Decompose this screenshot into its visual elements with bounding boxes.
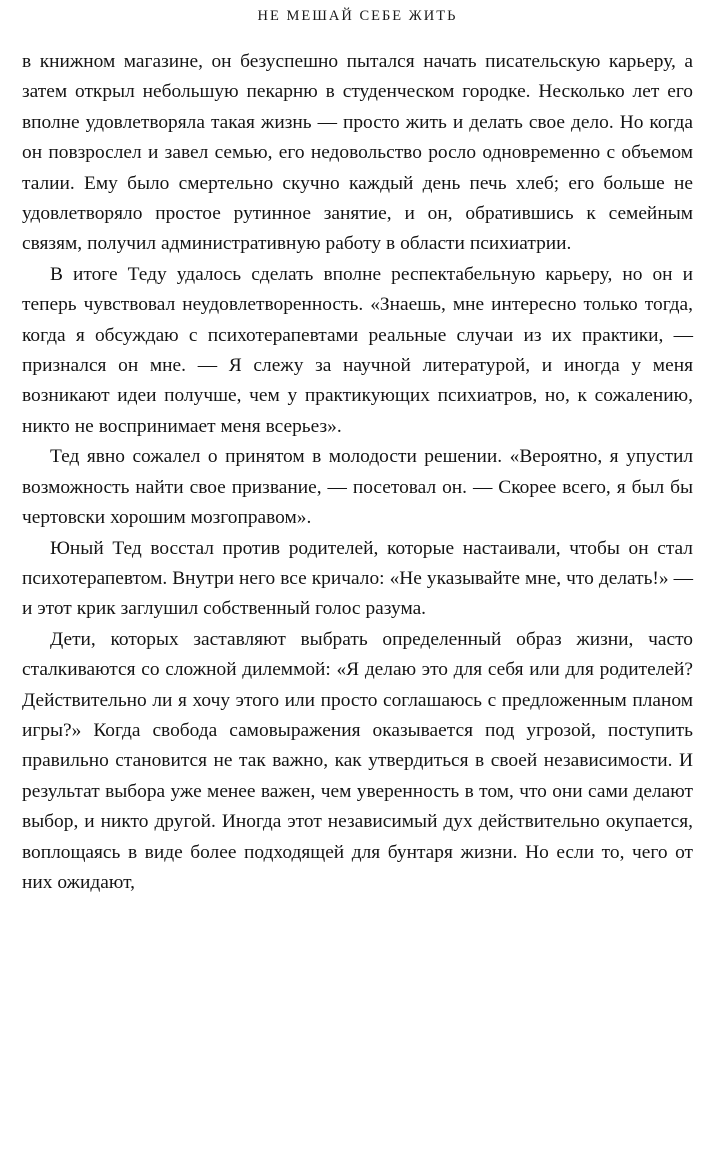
body-text-column: [14, 47, 701, 898]
paragraph: Юный Тед восстал против родителей, которые настаивали, чтобы он стал психотерапевтом. Внутри него все кричало: «Не указывайте мне, что делать!» — и этот крик заглушил собственный голос разума.: [22, 537, 693, 620]
paragraph: Дети, которых заставляют выбрать определенный образ жизни, часто сталкиваются со сложной дилеммой: «Я делаю это для себя или для родителей? Действительно ли я хочу этого или просто соглашаюсь с предложенным планом игры?» Когда свобода самовыражения оказывается под угрозой, поступить правильно становится не так важно, как утвердиться в своей независимости. И результат выбора уже менее важен, чем уверенность в том, что они сами делают выбор, и никто другой. Иногда этот независимый дух действительно окупается, воплощаясь в виде более подходящей для бунтаря жизни. Но если то, чего от них ожидают,: [22, 628, 693, 893]
paragraph: В итоге Теду удалось сделать вполне респектабельную карьеру, но он и теперь чувствовал неудовлетворенность. «Знаешь, мне интересно только тогда, когда я обсуждаю с психотерапевтами реальные случаи из их практики, — признался он мне. — Я слежу за научной литературой, и иногда у меня возникают идеи получше, чем у практикующих психиатров, но, к сожалению, никто не воспринимает меня всерьез».: [22, 263, 693, 437]
paragraph: в книжном магазине, он безуспешно пытался начать писательскую карьеру, а затем открыл небольшую пекарню в студенческом городке. Несколько лет его вполне удовлетворяла такая жизнь — просто жить и делать свое дело. Но когда он повзрослел и завел семью, его недовольство росло одновременно с объемом талии. Ему было смертельно скучно каждый день печь хлеб; его больше не удовлетворяло простое рутинное занятие, и он, обратившись к семейным связям, получил административную работу в области психиатрии.: [22, 51, 693, 255]
running-head: НЕ МЕШАЙ СЕБЕ ЖИТЬ: [257, 8, 458, 24]
paragraph: Тед явно сожалел о принятом в молодости решении. «Вероятно, я упустил возможность найти свое призвание, — посетовал он. — Скорее всего, я был бы чертовски хорошим мозгоправом».: [22, 446, 693, 529]
